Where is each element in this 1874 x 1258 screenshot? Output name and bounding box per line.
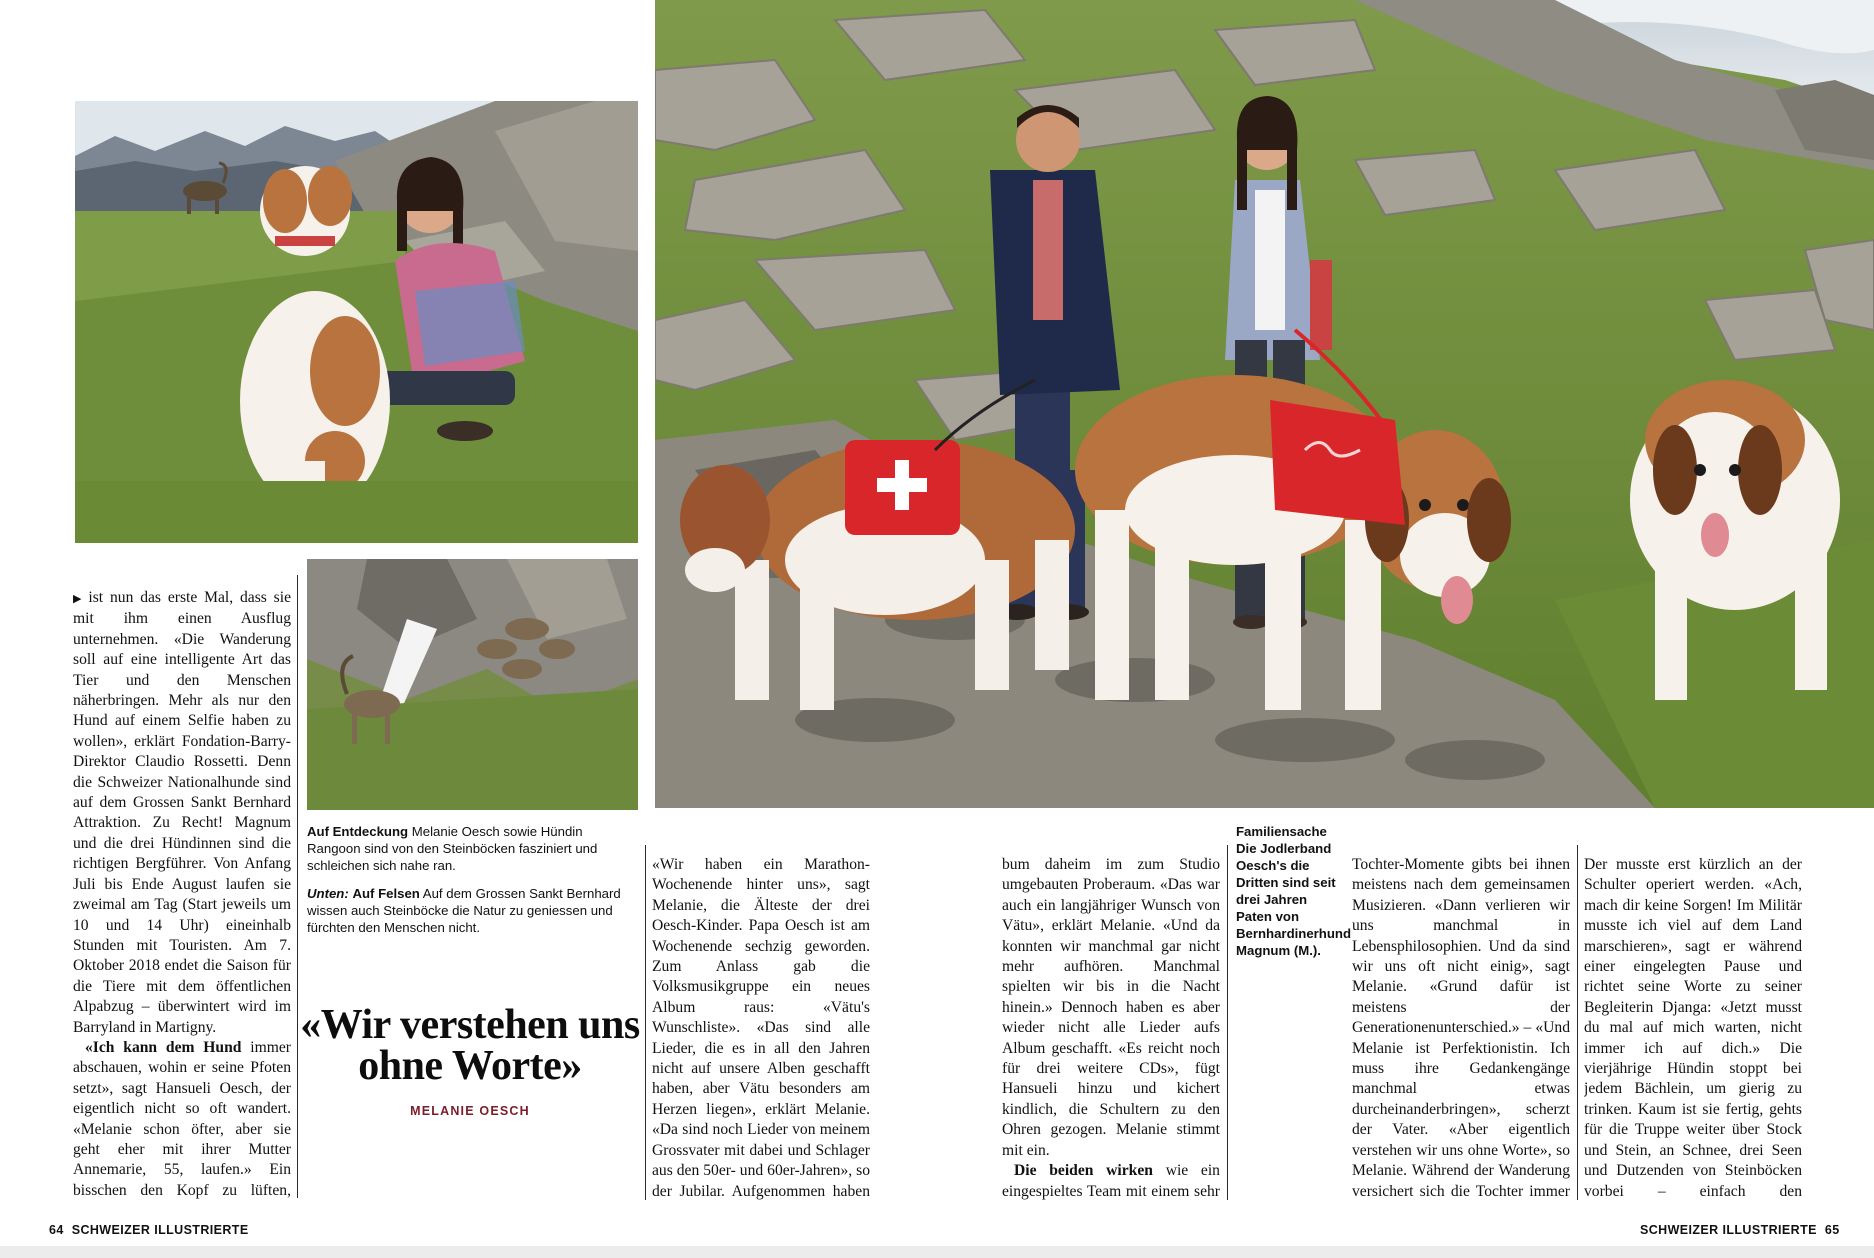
caption-side-familiensache: Familiensache Die Jodlerband Oesch's die Dritten sind seit drei Jahren Paten von Bernhardinerhund Magnum (M.).: [1236, 824, 1352, 958]
column-divider: [1577, 845, 1578, 1200]
page-number-left: 64: [49, 1223, 64, 1237]
footer-title-left: SCHWEIZER ILLUSTRIERTE: [71, 1223, 249, 1237]
body-column-3: [1002, 855, 1220, 1200]
caption-bottom-head: Auf Felsen: [352, 886, 420, 901]
col3-paragraph-1: bum daheim im zum Studio umgebauten Proberaum. «Das war auch ein langjähriger Wunsch von Vätu», erklärt Melanie. «Und da konnten wir manchmal gar nicht mehr aufhören. Manchmal spielten wir bis in die Nacht hinein.» Dennoch haben es aber wieder nicht alle Lieder aufs Album geschafft. «Es reicht noch für drei weitere CDs», fügt Hansueli hinzu und kichert kindlich, die Schultern zu den Ohren gezogen. Melanie stimmt mit ein.: [1002, 856, 1220, 1159]
top-left-photo-illustration: [75, 101, 638, 543]
footer-right: [1640, 1223, 1848, 1237]
pull-quote: «Wir verstehen uns ohne Worte»: [300, 1002, 640, 1089]
mid-left-photo: [307, 559, 638, 810]
col3-lead-in: Die beiden wirken: [1014, 1162, 1153, 1180]
body-column-4: [1352, 855, 1570, 1200]
page-number-right: 65: [1824, 1223, 1840, 1237]
col2-paragraph-1: «Wir haben ein Marathon-Wochenende hinter uns», sagt Melanie, die Älteste der drei Oesch-Kinder. Papa Oesch ist am Wochenende sechzig geworden. Zum Anlass gab die Volksmusikgruppe ein neues Album raus: «Vätu's Wunschliste». «Das sind alle Lieder, die es in all den Jahren nicht auf unsere Alben geschafft haben, aber Vätu besonders am Herzen liegen», erklärt Melanie. «Da sind noch Lieder von meinem Grossvater mit dabei und Schlager aus den 50er- und 60er-Jahren», so der Jubilar. Aufgenommen haben: [652, 856, 870, 1200]
caption-bottom-prefix: Unten:: [307, 886, 349, 901]
caption-bottom-text: Auf dem Grossen Sankt Bernhard wissen auch Steinböcke die Natur zu geniessen und fürchten den Menschen nicht.: [307, 886, 621, 935]
column-divider: [1227, 845, 1228, 1200]
footer-left: [49, 1223, 249, 1237]
top-left-photo: [75, 101, 638, 543]
column-divider: [297, 575, 298, 1198]
hero-photo-illustration: [655, 0, 1874, 808]
caption-top: [307, 823, 607, 874]
continuation-arrow-icon: ▶: [73, 592, 85, 605]
body-column-2: [652, 855, 870, 1200]
caption-bottom: [307, 885, 632, 936]
hero-photo: [655, 0, 1874, 808]
body-column-5: [1584, 855, 1802, 1200]
col1-lead-in: «Ich kann dem Hund: [85, 1038, 242, 1056]
col1-paragraph-1: ist nun das erste Mal, dass sie mit ihm einen Ausflug unternehmen. «Die Wanderung soll auf eine intelligente Art das Tier und den Menschen näherbringen. Mehr als nur den Hund auf einem Selfie haben zu wollen», erklärt Fondation-Barry-Direktor Claudio Rossetti. Denn die Schweizer Nationalhunde sind auf dem Grossen Sankt Bernhard Attraktion. Zu Recht! Magnum und die drei Hündinnen sind die richtigen Bergführer. Von Anfang Juli bis Ende August laufen sie zweimal am Tag (Start jeweils um 10 und 14 Uhr) eineinhalb Stunden mit Touristen. Am 7. Oktober 2018 endet die Saison für die Tiere mit dem öffentlichen Alpabzug – überwintert wird im Barryland in Martigny.: [73, 589, 291, 1036]
footer-title-right: SCHWEIZER ILLUSTRIERTE: [1640, 1223, 1817, 1237]
bottom-page-edge: [0, 1246, 1874, 1258]
col4-paragraph-1: Tochter-Momente gibts bei ihnen meistens nach dem gemeinsamen Musizieren. «Dann verlieren wir uns manchmal in Lebensphilosophien. Und da sind wir uns oft nicht einig», sagt Melanie. «Grund dafür ist meistens der Generationenunterschied.» – «Und Melanie ist Perfektionistin. Ich muss ihre Gedankengänge manchmal etwas durcheinanderbringen», scherzt der Vater. «Aber eigentlich verstehen wir uns ohne Worte», so Melanie. Während der Wanderung versichert sich die Tochter immer: [1352, 856, 1570, 1200]
caption-top-text: Melanie Oesch sowie Hündin Rangoon sind von den Steinböcken fasziniert und schleichen sich nahe ran.: [307, 824, 598, 873]
col3-paragraph-2: wie ein eingespieltes Team mit einem sehr: [1002, 1162, 1220, 1200]
caption-top-head: Auf Entdeckung: [307, 824, 409, 839]
col5-paragraph-1: Der musste erst kürzlich an der Schulter operiert werden. «Ach, mach dir keine Sorgen! Im Militär musste ich viel auf dem Land marschieren», sagt er während einer eingelegten Pause und richtet seine Worte zu seiner Begleiterin Djanga: «Jetzt musst du mal auf mich warten, nicht immer ich auf dich.» Die vierjährige Hündin stoppt bei jedem Bächlein, um gierig zu trinken. Kaum ist sie fertig, gehts für die Truppe weiter über Stock und Stein, an Schnee, drei Seen und Dutzenden von Steinböcken vorbei – einfach den: [1584, 856, 1802, 1200]
mid-left-photo-illustration: [307, 559, 638, 810]
pull-quote-author: MELANIE OESCH: [410, 1104, 530, 1118]
column-divider: [645, 845, 646, 1200]
body-column-1: [73, 588, 291, 1200]
col1-paragraph-2: immer abschauen, wohin er seine Pfoten setzt», sagt Hansueli Oesch, der eigentlich nicht so oft wandert. «Melanie schon öfter, aber sie geht eher mit ihrer Mutter Annemarie, 55, laufen.» Ein bisschen den Kopf zu lüften,: [73, 1038, 291, 1199]
